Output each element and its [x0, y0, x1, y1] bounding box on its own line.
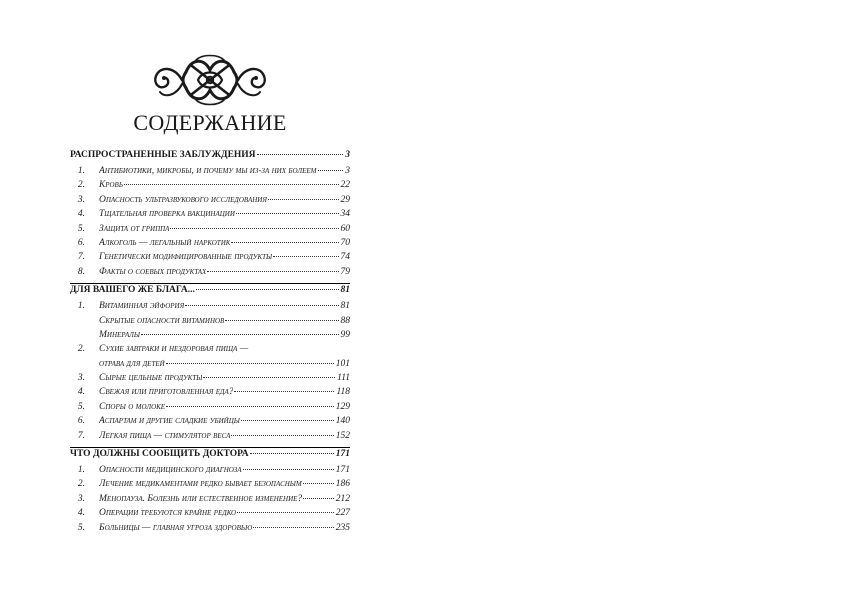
- toc-entry-indent: [70, 301, 99, 311]
- toc-page-number: 186: [335, 479, 350, 490]
- leader-dots: [203, 377, 335, 378]
- toc-entry-title: Споры о молоке: [99, 401, 166, 412]
- toc-entry[interactable]: [70, 209, 350, 223]
- toc-section-title: ДЛЯ ВАШЕГО ЖЕ БЛАГА...: [70, 285, 195, 296]
- toc-entry-number: 2.: [77, 344, 85, 355]
- toc-entry-number: 5.: [77, 522, 85, 533]
- leader-dots: [196, 289, 339, 290]
- toc-entry[interactable]: [70, 344, 350, 358]
- toc-entry-indent: [70, 416, 99, 426]
- toc-page-number: 34: [340, 209, 350, 220]
- toc-entry-number: 7.: [77, 430, 85, 441]
- leader-dots: [303, 498, 334, 499]
- toc-page-number: 3: [345, 150, 350, 160]
- leader-dots: [303, 483, 334, 484]
- toc-entry-title: Операции требуются крайне редко: [99, 508, 237, 519]
- toc-entry-indent: [70, 431, 99, 441]
- toc-page-number: 81: [340, 285, 350, 296]
- toc-entry-title: Алкоголь — легальный наркотик: [99, 237, 231, 248]
- toc-entry[interactable]: [70, 330, 350, 344]
- toc-entry-indent: [70, 166, 99, 176]
- toc-page-number: 3: [345, 166, 350, 176]
- toc-page-number: 22: [340, 180, 350, 191]
- toc-entry-number: 3.: [77, 194, 85, 205]
- toc-entry[interactable]: [70, 195, 350, 209]
- toc-page-number: 79: [340, 266, 350, 277]
- toc-entry-number: 4.: [77, 508, 85, 519]
- toc-entry-title: Витаминная эйфория: [99, 301, 185, 312]
- toc-entry[interactable]: [70, 387, 350, 401]
- toc-page-number: 99: [340, 329, 350, 340]
- toc-entry[interactable]: [70, 523, 350, 537]
- toc-entry[interactable]: [70, 224, 350, 238]
- toc-entry[interactable]: [70, 252, 350, 266]
- toc-entry-title: Защита от гриппа: [99, 223, 170, 234]
- toc-entry-title: Тщательная проверка вакцинации: [99, 209, 235, 220]
- toc-entry[interactable]: [70, 431, 350, 445]
- toc-entry[interactable]: [70, 402, 350, 416]
- leader-dots: [170, 228, 338, 229]
- toc-entry-indent: [70, 508, 99, 518]
- toc-page-number: 81: [340, 301, 350, 312]
- toc-page-number: 227: [335, 508, 350, 519]
- leader-dots: [273, 256, 338, 257]
- toc-entry-number: 1.: [77, 301, 85, 312]
- toc-page-number: 235: [335, 522, 350, 533]
- toc-entry-number: 5.: [77, 401, 85, 412]
- leader-dots: [141, 334, 339, 335]
- toc-page-number: 60: [340, 223, 350, 234]
- toc-entry[interactable]: [70, 359, 350, 373]
- toc-entry[interactable]: [70, 373, 350, 387]
- toc-entry-indent: [70, 359, 99, 369]
- toc-section-title: ЧТО ДОЛЖНЫ СООБЩИТЬ ДОКТОРА: [70, 449, 249, 460]
- toc-entry-title: Свежая или приготовленная еда?: [99, 387, 234, 398]
- toc-entry-indent: [70, 224, 99, 234]
- toc-page-number: 111: [337, 373, 350, 384]
- toc-entry-number: 3.: [77, 373, 85, 384]
- leader-dots: [236, 213, 339, 214]
- toc-entry-number: 3.: [77, 493, 85, 504]
- toc-entry-title: Кровь: [99, 180, 123, 191]
- toc-entry-number: 4.: [77, 209, 85, 220]
- leader-dots: [257, 154, 344, 155]
- toc-entry-number: 5.: [77, 223, 85, 234]
- toc-entry-title: Факты о соевых продуктах: [99, 266, 207, 277]
- toc-entry-indent: [70, 180, 99, 190]
- toc-entry[interactable]: [70, 465, 350, 479]
- toc-entry[interactable]: [70, 479, 350, 493]
- toc-section: [70, 283, 350, 445]
- toc-entry-indent: [70, 316, 99, 326]
- page-title: СОДЕРЖАНИЕ: [133, 110, 287, 135]
- toc-page-number: 101: [335, 358, 350, 369]
- leader-dots: [253, 527, 334, 528]
- toc-entry[interactable]: [70, 494, 350, 508]
- leader-dots: [234, 391, 334, 392]
- toc-section-header[interactable]: [70, 285, 350, 301]
- toc-entry[interactable]: [70, 180, 350, 194]
- toc-entry[interactable]: [70, 301, 350, 315]
- leader-dots: [237, 512, 334, 513]
- toc-entry-number: 2.: [77, 180, 85, 191]
- toc-page-number: 70: [340, 237, 350, 248]
- toc-entry-title: Минералы: [99, 329, 140, 340]
- toc-section-title: РАСПРОСТРАНЕННЫЕ ЗАБЛУЖДЕНИЯ: [70, 150, 256, 160]
- toc-entry-number: 8.: [77, 266, 85, 277]
- toc-entry-title: Опасность ультразвукового исследования: [99, 194, 267, 205]
- toc-page-number: 88: [340, 315, 350, 326]
- toc-section: [70, 150, 350, 281]
- toc-page-number: 171: [335, 465, 350, 476]
- toc-page-number: 152: [335, 430, 350, 441]
- leader-dots: [166, 406, 334, 407]
- toc-entry-indent: [70, 252, 99, 262]
- leader-dots: [231, 435, 333, 436]
- celtic-knot-ornament-icon: [152, 52, 268, 108]
- toc-entry-title: Опасности медицинского диагноза: [99, 465, 242, 476]
- toc-entry-number: 6.: [77, 237, 85, 248]
- toc-entry-indent: [70, 209, 99, 219]
- toc-page-number: 74: [340, 252, 350, 263]
- toc-page-number: 212: [335, 493, 350, 504]
- toc-entry[interactable]: [70, 416, 350, 430]
- toc-entry-number: 2.: [77, 479, 85, 490]
- toc-entry-number: 1.: [77, 465, 85, 476]
- toc-entry-title: Генетически модифицированные продукты: [99, 252, 273, 263]
- table-of-contents: [70, 150, 350, 537]
- toc-entry-indent: [70, 494, 99, 504]
- leader-dots: [243, 469, 334, 470]
- toc-entry[interactable]: [70, 508, 350, 522]
- toc-section-header[interactable]: [70, 449, 350, 465]
- toc-page-number: 129: [335, 401, 350, 412]
- toc-entry-number: 6.: [77, 416, 85, 427]
- toc-section: [70, 447, 350, 537]
- toc-entry-title: Сырые цельные продукты: [99, 373, 203, 384]
- toc-entry[interactable]: [70, 267, 350, 281]
- toc-entry[interactable]: [70, 316, 350, 330]
- toc-page-number: 118: [336, 387, 350, 398]
- toc-page-number: 140: [335, 416, 350, 427]
- leader-dots: [318, 170, 344, 171]
- toc-entry[interactable]: [70, 166, 350, 180]
- leader-dots: [166, 363, 334, 364]
- leader-dots: [124, 184, 339, 185]
- leader-dots: [241, 420, 334, 421]
- toc-section-header[interactable]: [70, 150, 350, 166]
- toc-entry-title: Больницы — главная угроза здоровью: [99, 522, 253, 533]
- toc-entry-indent: [70, 387, 99, 397]
- toc-entry-title: отрава для детей: [99, 358, 165, 369]
- toc-entry-title: Антибиотики, микробы, и почему мы из-за них болеем: [99, 166, 317, 176]
- toc-entry-number: 7.: [77, 252, 85, 263]
- toc-entry-title: Лечение медикаментами редко бывает безопасным: [99, 479, 302, 490]
- toc-entry-indent: [70, 373, 99, 383]
- leader-dots: [225, 320, 338, 321]
- toc-page-number: 171: [335, 449, 350, 460]
- toc-entry-title: Скрытые опасности витаминов: [99, 315, 225, 326]
- toc-entry-title: Сухие завтраки и нездоровая пища —: [99, 344, 249, 355]
- toc-entry-indent: [70, 465, 99, 475]
- toc-entry-indent: [70, 238, 99, 248]
- toc-entry-title: Менопауза. Болезнь или естественное изменение?: [99, 493, 303, 504]
- toc-entry-indent: [70, 344, 99, 354]
- leader-dots: [268, 199, 339, 200]
- toc-entry-indent: [70, 267, 99, 277]
- toc-entry-indent: [70, 479, 99, 489]
- toc-entry-indent: [70, 330, 99, 340]
- toc-entry-indent: [70, 402, 99, 412]
- leader-dots: [250, 453, 334, 454]
- leader-dots: [231, 242, 338, 243]
- leader-dots: [185, 305, 338, 306]
- toc-entry-title: Легкая пища — стимулятор веса: [99, 430, 231, 441]
- toc-entry-title: Аспартам и другие сладкие убийцы: [99, 416, 240, 427]
- toc-page-number: 29: [340, 194, 350, 205]
- toc-entry-number: 1.: [77, 166, 85, 176]
- toc-entry-indent: [70, 523, 99, 533]
- leader-dots: [207, 271, 338, 272]
- toc-entry-number: 4.: [77, 387, 85, 398]
- toc-entry-indent: [70, 195, 99, 205]
- toc-entry[interactable]: [70, 238, 350, 252]
